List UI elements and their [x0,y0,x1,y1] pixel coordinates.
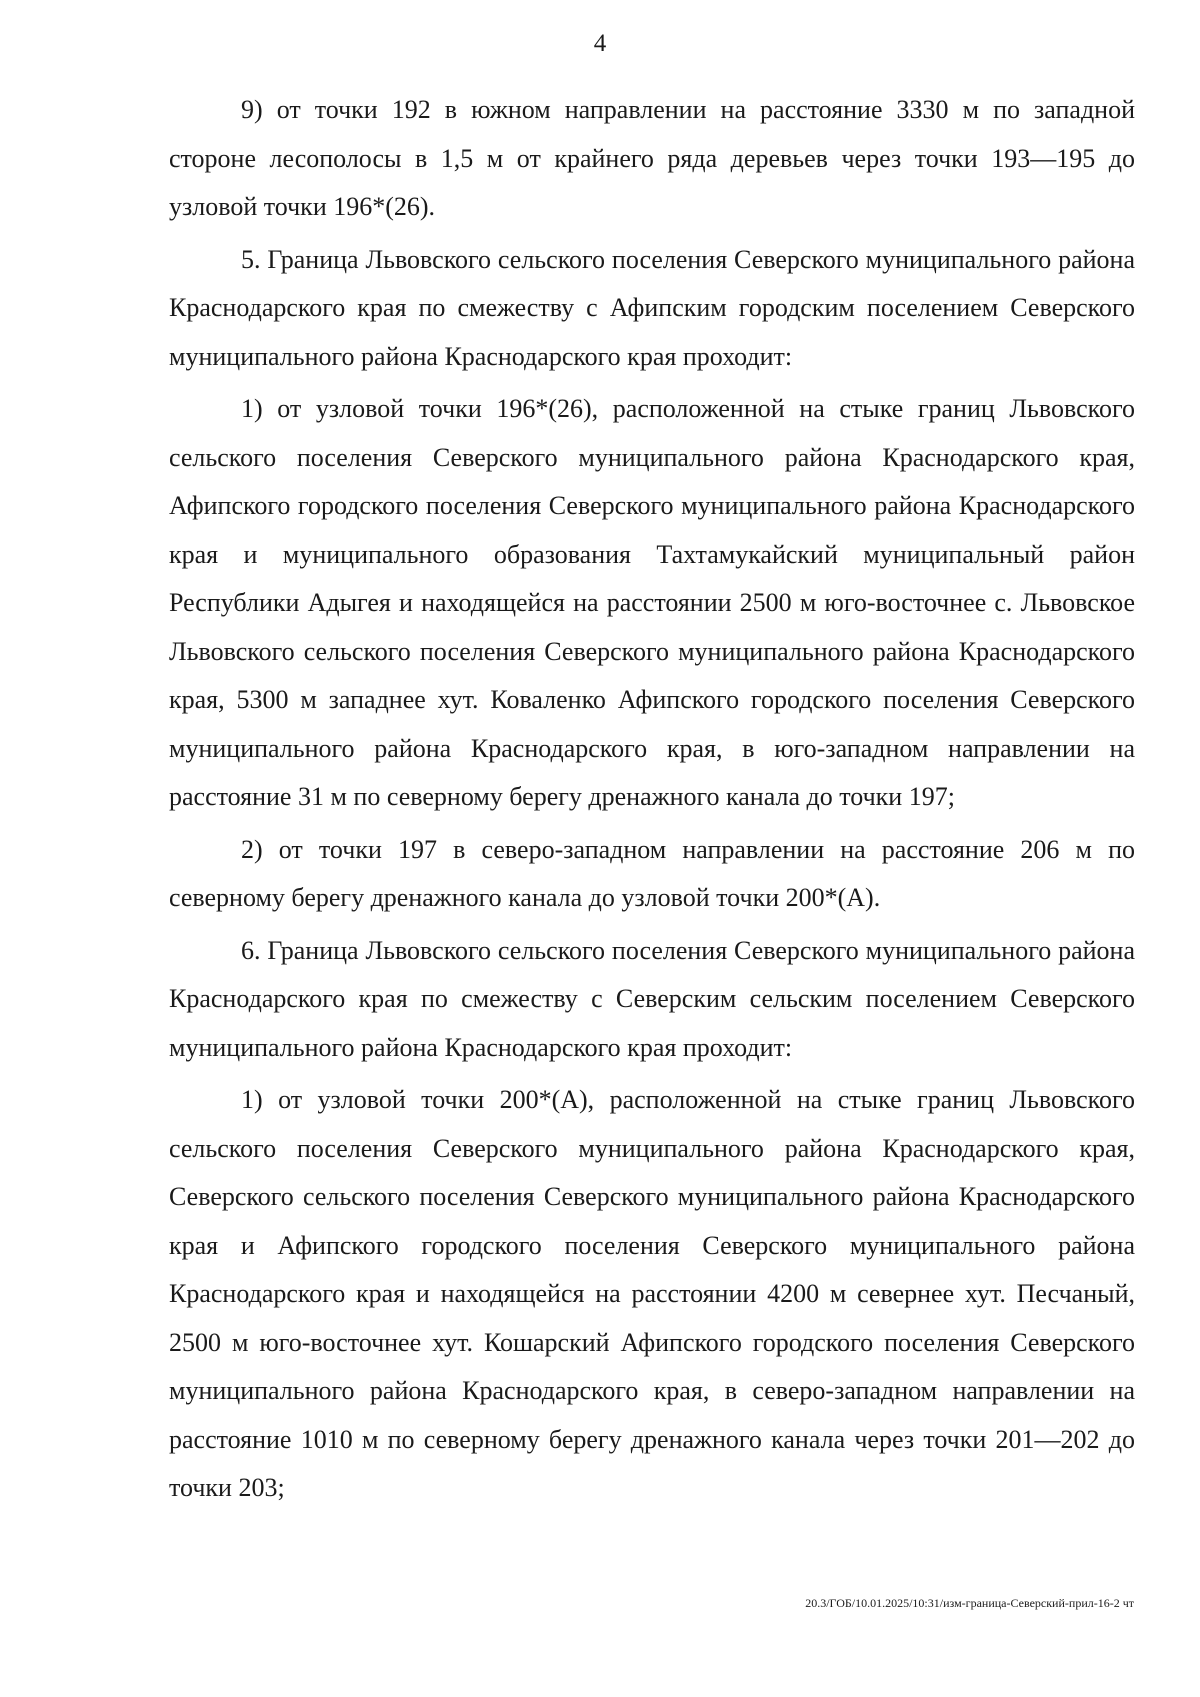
page-number: 4 [593,30,607,57]
paragraph-section-5: 5. Граница Львовского сельского поселения Северского муниципального района Краснодарского края по смежеству с Афипским городским поселением Северского муниципального района Краснодарского края проходит: [169,244,1135,371]
paragraph-section-6: 6. Граница Львовского сельского поселения Северского муниципального района Краснодарского края по смежеству с Северским сельским поселением Северского муниципального района Краснодарского края проходит: [169,935,1135,1062]
document-footer-code: 20.3/ГОБ/10.01.2025/10:31/изм-граница-Северский-прил-16-2 чт [805,1596,1134,1610]
document-body [169,86,1135,1517]
paragraph-section-5-point-2: 2) от точки 197 в северо-западном направлении на расстояние 206 м по северному берегу дренажного канала до узловой точки 200*(А). [169,834,1135,912]
paragraph-section-5-point-1: 1) от узловой точки 196*(26), расположенной на стыке границ Львовского сельского поселения Северского муниципального района Краснодарского края, Афипского городского поселения Северского муниципального района Краснодарского края и муниципального образования Тахтамукайский муниципальный район Республики Адыгея и находящейся на расстоянии 2500 м юго-восточнее с. Львовское Львовского сельского поселения Северского муниципального района Краснодарского края, 5300 м западнее хут. Коваленко Афипского городского поселения Северского муниципального района Краснодарского края, в юго-западном направлении на расстояние 31 м по северному берегу дренажного канала до точки 197; [169,394,1135,811]
paragraph-section-6-point-1: 1) от узловой точки 200*(А), расположенной на стыке границ Львовского сельского поселения Северского муниципального района Краснодарского края, Северского сельского поселения Северского муниципального района Краснодарского края и Афипского городского поселения Северского муниципального района Краснодарского края и находящейся на расстоянии 4200 м севернее хут. Песчаный, 2500 м юго-восточнее хут. Кошарский Афипского городского поселения Северского муниципального района Краснодарского края, в северо-западном направлении на расстояние 1010 м по северному берегу дренажного канала через точки 201—202 до точки 203; [169,1085,1135,1502]
paragraph-point-9: 9) от точки 192 в южном направлении на расстояние 3330 м по западной стороне лесополосы в 1,5 м от крайнего ряда деревьев через точки 193—195 до узловой точки 196*(26). [169,95,1135,221]
